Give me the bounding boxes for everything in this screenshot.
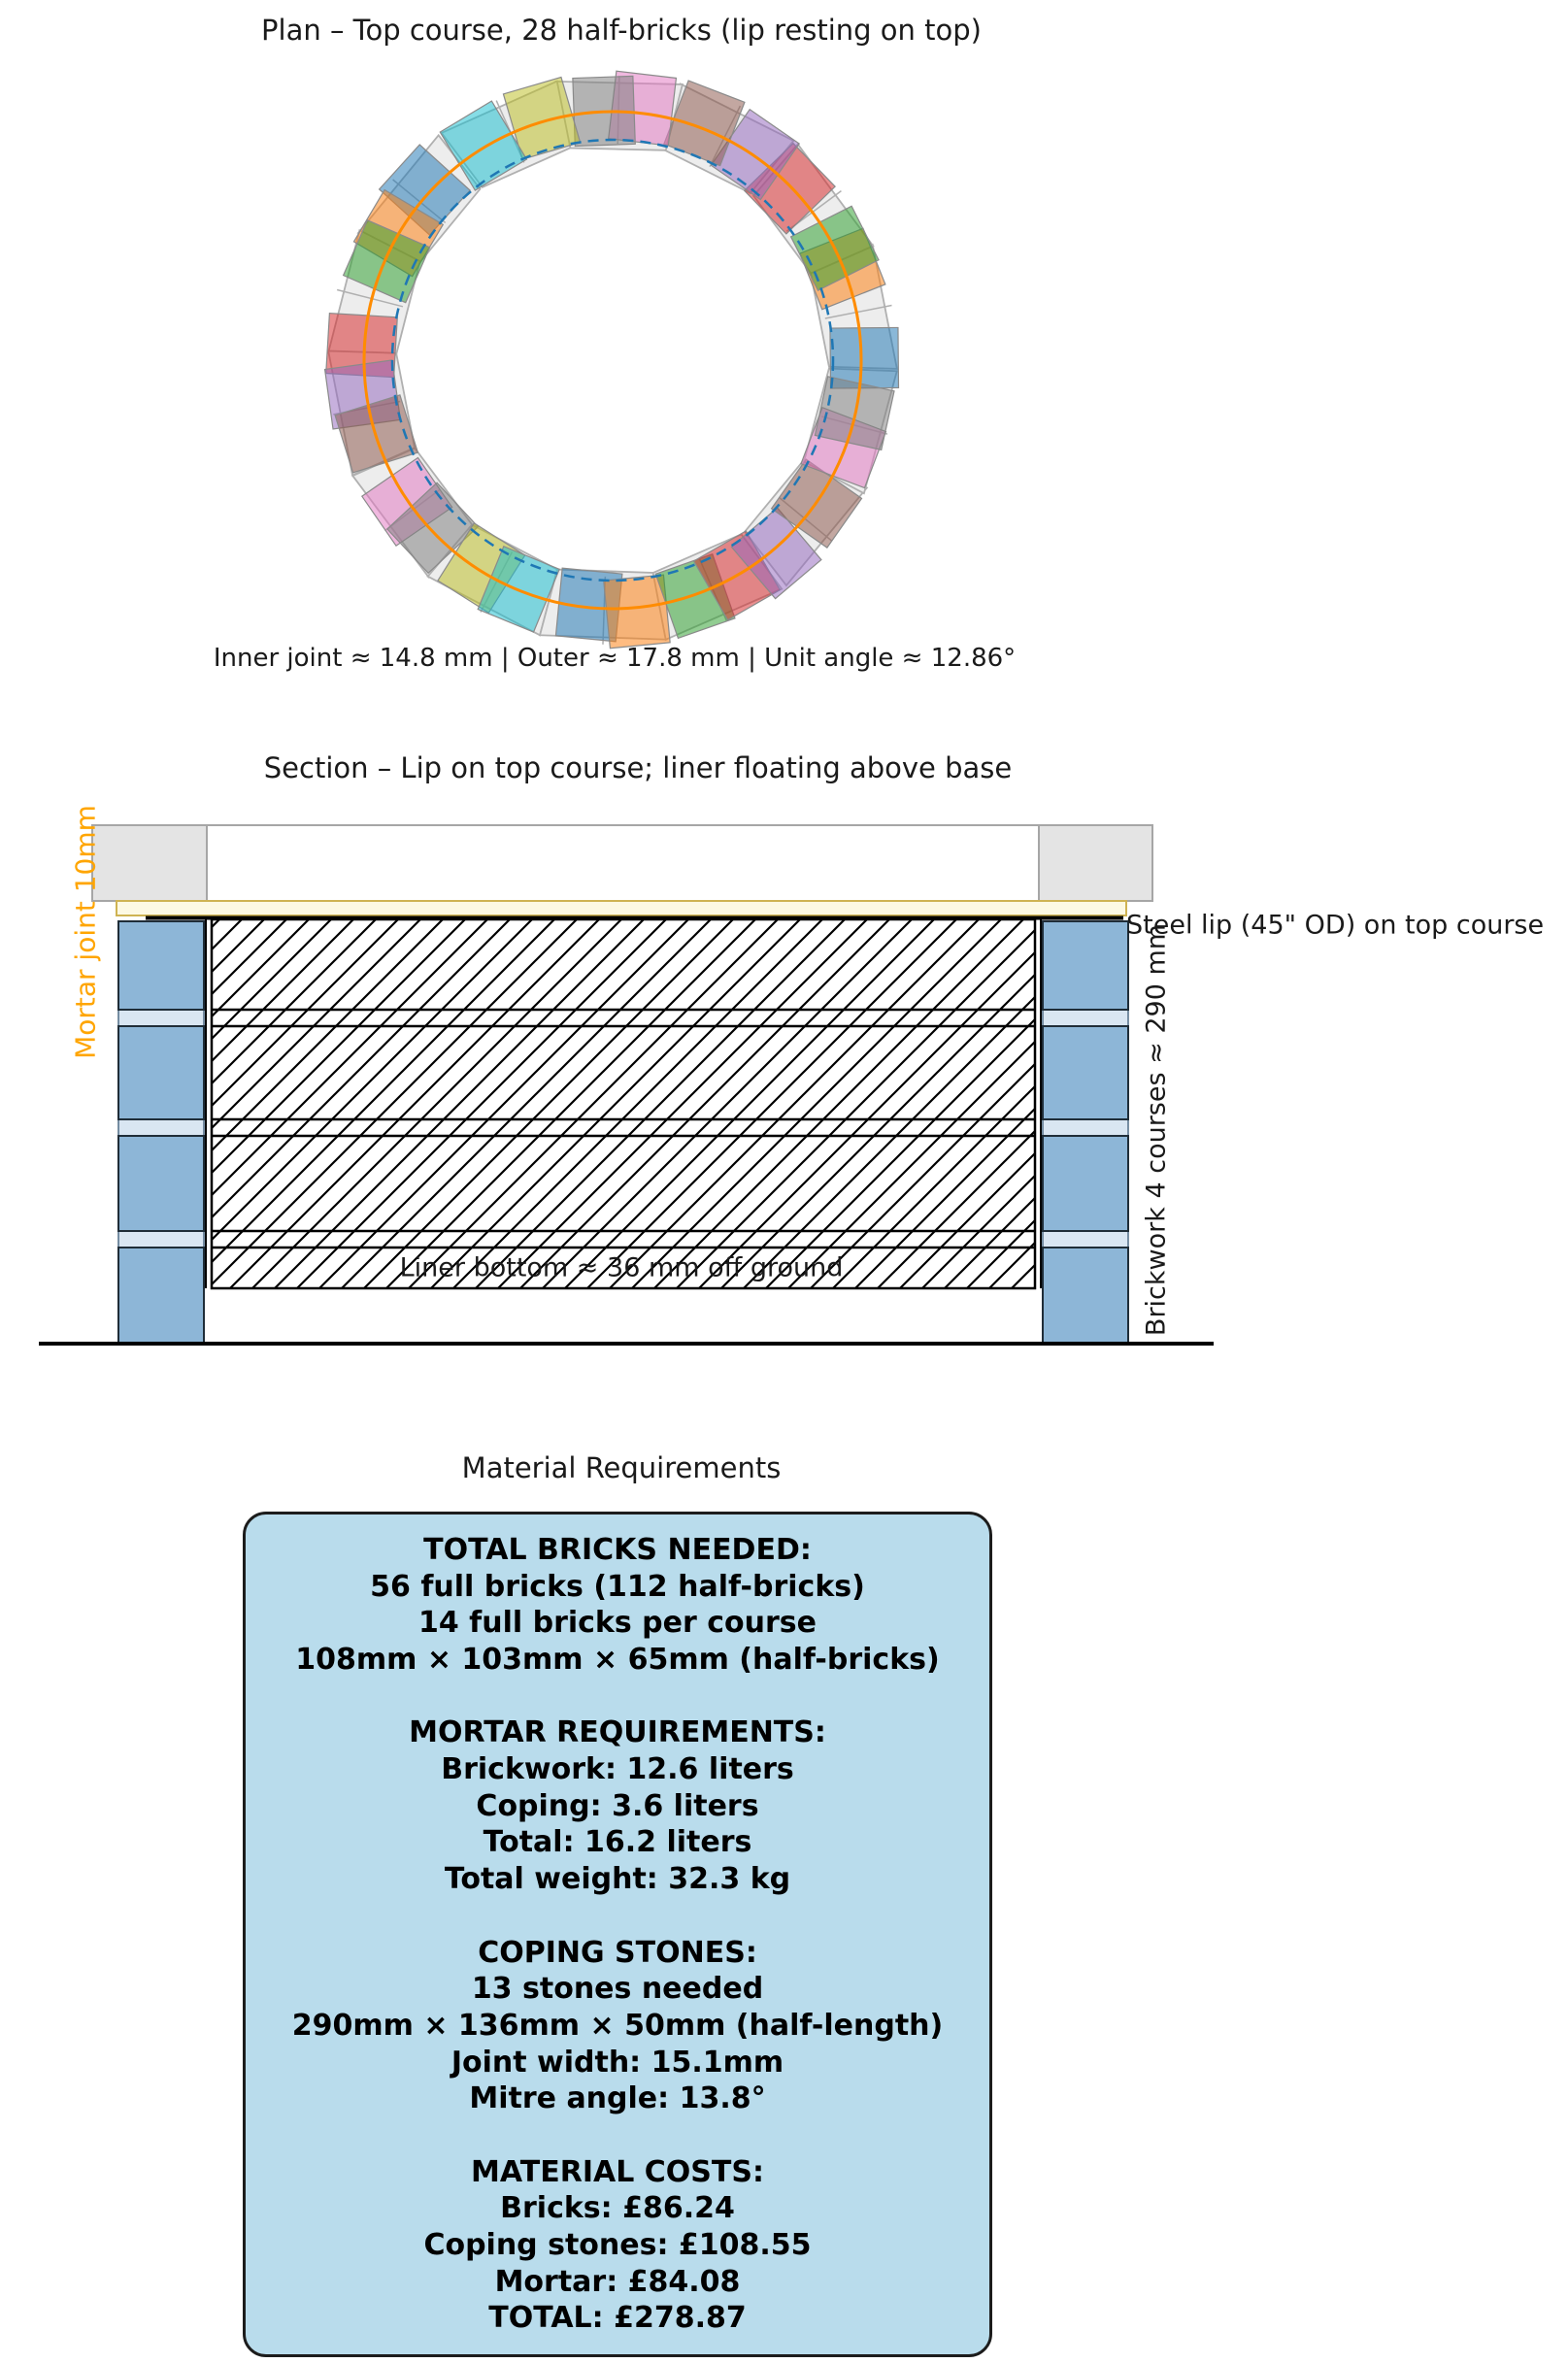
wall-right-mortar-joint [1043,1119,1128,1136]
material-line: Coping: 3.6 liters [476,1788,759,1823]
material-line [613,1679,622,1715]
wall-left-brick-course [118,1136,204,1231]
wall-right-mortar-joint [1043,1231,1128,1248]
section-title: Section – Lip on top course; liner floating above base [263,751,1013,784]
material-line [613,1898,622,1935]
materials-info-box [243,1512,992,2357]
material-line: 13 stones needed [471,1972,764,2007]
material-line: TOTAL BRICKS NEEDED: [423,1532,812,1567]
steel-lip-label: Steel lip (45" OD) on top course [1126,910,1545,941]
material-line: Bricks: £86.24 [500,2191,735,2226]
wall-left-mortar-joint [118,1010,204,1026]
plan-title: Plan – Top course, 28 half-bricks (lip resting on top) [261,14,982,47]
coping-back-outline [207,825,1039,901]
material-line: TOTAL: £278.87 [488,2301,747,2336]
wall-left-brick-course [118,921,204,1010]
material-line: Joint width: 15.1mm [450,2045,784,2080]
material-line: 14 full bricks per course [417,1606,817,1641]
material-line: COPING STONES: [478,1935,757,1970]
material-line: Total: 16.2 liters [483,1825,752,1860]
brickwork-dimension-label: Brickwork 4 courses ≈ 290 mm [1141,923,1172,1337]
plan-caption: Inner joint ≈ 14.8 mm | Outer ≈ 17.8 mm | Unit angle ≈ 12.86° [213,644,1017,673]
wall-right-mortar-joint [1043,1010,1128,1026]
material-line: Coping stones: £108.55 [423,2228,812,2262]
material-line: 108mm × 103mm × 65mm (half-bricks) [295,1643,940,1677]
coping-stone-right [1039,825,1152,901]
material-line [613,2117,622,2154]
mortar-joint-label: Mortar joint 10mm [69,805,102,1059]
wall-left-brick-course [118,1026,204,1119]
coping-stone-left [92,825,207,901]
wall-right-brick-course [1043,1026,1128,1119]
plan-ring [325,71,899,649]
materials-title: Material Requirements [461,1451,782,1484]
wall-right-brick-course [1043,1248,1128,1344]
steel-lip-plate [117,901,1126,915]
material-line: Mitre angle: 13.8° [469,2081,766,2116]
wall-left-mortar-joint [118,1119,204,1136]
material-line: 290mm × 136mm × 50mm (half-length) [291,2008,944,2043]
material-line: Total weight: 32.3 kg [444,1862,791,1897]
wall-left-brick-course [118,1248,204,1344]
material-line: MORTAR REQUIREMENTS: [409,1715,826,1750]
material-line: 56 full bricks (112 half-bricks) [370,1569,865,1604]
wall-right-brick-course [1043,1136,1128,1231]
liner-bottom-label: Liner bottom ≈ 36 mm off ground [399,1252,844,1283]
material-line: MATERIAL COSTS: [471,2154,764,2189]
material-line: Mortar: £84.08 [494,2264,741,2299]
liner-hatched-body [212,919,1035,1288]
wall-right-brick-course [1043,921,1128,1010]
material-line: Brickwork: 12.6 liters [441,1752,794,1787]
wall-left-mortar-joint [118,1231,204,1248]
